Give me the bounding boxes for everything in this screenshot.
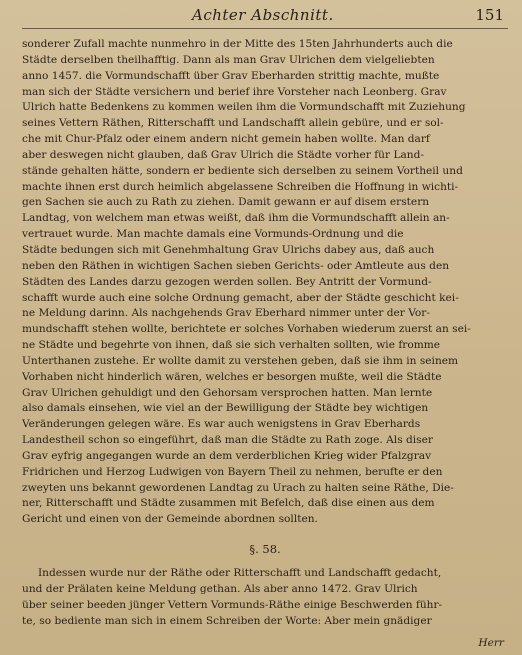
text-line: neben den Räthen in wichtigen Sachen sieben Gerichts- oder Amtleute aus den <box>22 259 450 272</box>
catchword: Herr <box>478 637 504 649</box>
running-head: Achter Abschnitt. <box>192 6 334 24</box>
text-line: schafft wurde auch eine solche Ordnung gemacht, aber der Städte geschicht kei- <box>22 291 459 304</box>
text-line: aber deswegen nicht glauben, daß Grav Ulrich die Städte vorher für Land- <box>22 148 424 161</box>
paragraph-2 <box>22 566 508 629</box>
text-line: Vorhaben nicht hinderlich wären, welches er besorgen mußte, weil die Städte <box>22 370 442 383</box>
text-line: über seiner beeden jünger Vettern Vormunds-Räthe einige Beschwerden führ- <box>22 598 443 611</box>
text-line: mundschafft stehen wollte, berichtete er solches Vorhaben wiederum zuerst an sei- <box>22 323 471 336</box>
text-line: seines Vettern Räthen, Ritterschafft und Landschafft allein gebüre, und er sol- <box>22 117 444 130</box>
text-line: Ulrich hatte Bedenkens zu kommen weilen ihm die Vormundschafft mit Zuziehung <box>22 101 466 114</box>
text-line: stände gehalten hätte, sondern er bediente sich derselben zu seinem Vortheil und <box>22 164 463 177</box>
text-line: Städten des Landes darzu gezogen werden sollen. Bey Antritt der Vormund- <box>22 275 432 288</box>
text-line: ne Meldung darinn. Als nachgehends Grav Eberhard nimmer unter der Vor- <box>22 307 430 320</box>
text-line: sonderer Zufall machte nunmehro in der Mitte des 15ten Jahrhunderts auch die <box>22 38 453 50</box>
paragraph-1 <box>22 37 508 528</box>
text-line: Städte bedungen sich mit Genehmhaltung Grav Ulrichs dabey aus, daß auch <box>22 243 435 256</box>
text-line: gen Sachen sie auch zu Rath zu ziehen. Damit gewann er auf disem erstern <box>22 196 430 209</box>
text-line: und der Prälaten keine Meldung gethan. Als aber anno 1472. Grav Ulrich <box>22 583 418 595</box>
text-line: Grav Ulrichen gehuldigt und den Gehorsam versprochen hatten. Man lernte <box>22 386 433 399</box>
text-line: Grav eyfrig angegangen wurde an dem verderblichen Krieg wider Pfalzgrav <box>22 449 432 462</box>
text-line: ner, Ritterschafft und Städte zusammen mit Befelch, daß dise einen aus dem <box>22 497 435 510</box>
text-line: te, so bediente man sich in einem Schreiben der Worte: Aber mein gnädiger <box>22 614 432 627</box>
text-line: che mit Chur-Pfalz oder einem andern nicht gemein haben wollte. Man darf <box>22 133 430 146</box>
text-line: Unterthanen zustehe. Er wollte damit zu verstehen geben, daß sie ihm in seinem <box>22 354 459 367</box>
text-line: Landtag, von welchem man etwas weißt, daß ihm die Vormundschafft allein an- <box>22 212 450 225</box>
text-line: machte ihnen erst durch heimlich abgelassene Schreiben die Hoffnung in wichti- <box>22 180 459 193</box>
text-line: vertrauet wurde. Man machte damals eine Vormunds-Ordnung und die <box>22 228 404 241</box>
text-line: Städte derselben theilhafftig. Dann als man Grav Ulrichen dem vielgeliebten <box>22 53 435 66</box>
text-line: ne Städte und begehrte von ihnen, daß sie sich verhalten sollten, wie fromme <box>22 339 441 352</box>
text-line: zweyten uns bekannt gewordenen Landtag zu Urach zu halten seine Räthe, Die- <box>22 481 454 494</box>
page-header <box>22 6 508 29</box>
text-line: Gericht und einen von der Gemeinde abordnen sollten. <box>22 513 318 526</box>
text-line: Fridrichen und Herzog Ludwigen von Bayern Theil zu nehmen, berufte er den <box>22 465 443 478</box>
page-number: 151 <box>475 6 504 24</box>
text-line: man sich der Städte versichern und berief ihre Vorsteher nach Leonberg. Grav <box>22 85 447 98</box>
text-line: Veränderungen gelegen wäre. Es war auch wenigstens in Grav Eberhards <box>22 418 421 431</box>
text-line: anno 1457. die Vormundschafft über Grav Eberharden strittig machte, mußte <box>22 69 440 82</box>
section-heading: §. 58. <box>249 542 281 557</box>
text-line: Landestheil schon so eingeführt, daß man die Städte zu Rath zoge. Als diser <box>22 434 433 447</box>
text-line: Indessen wurde nur der Räthe oder Ritterschafft und Landschafft gedacht, <box>38 567 442 580</box>
text-line: also damals einsehen, wie viel an der Bewilligung der Städte bey wichtigen <box>22 402 429 415</box>
